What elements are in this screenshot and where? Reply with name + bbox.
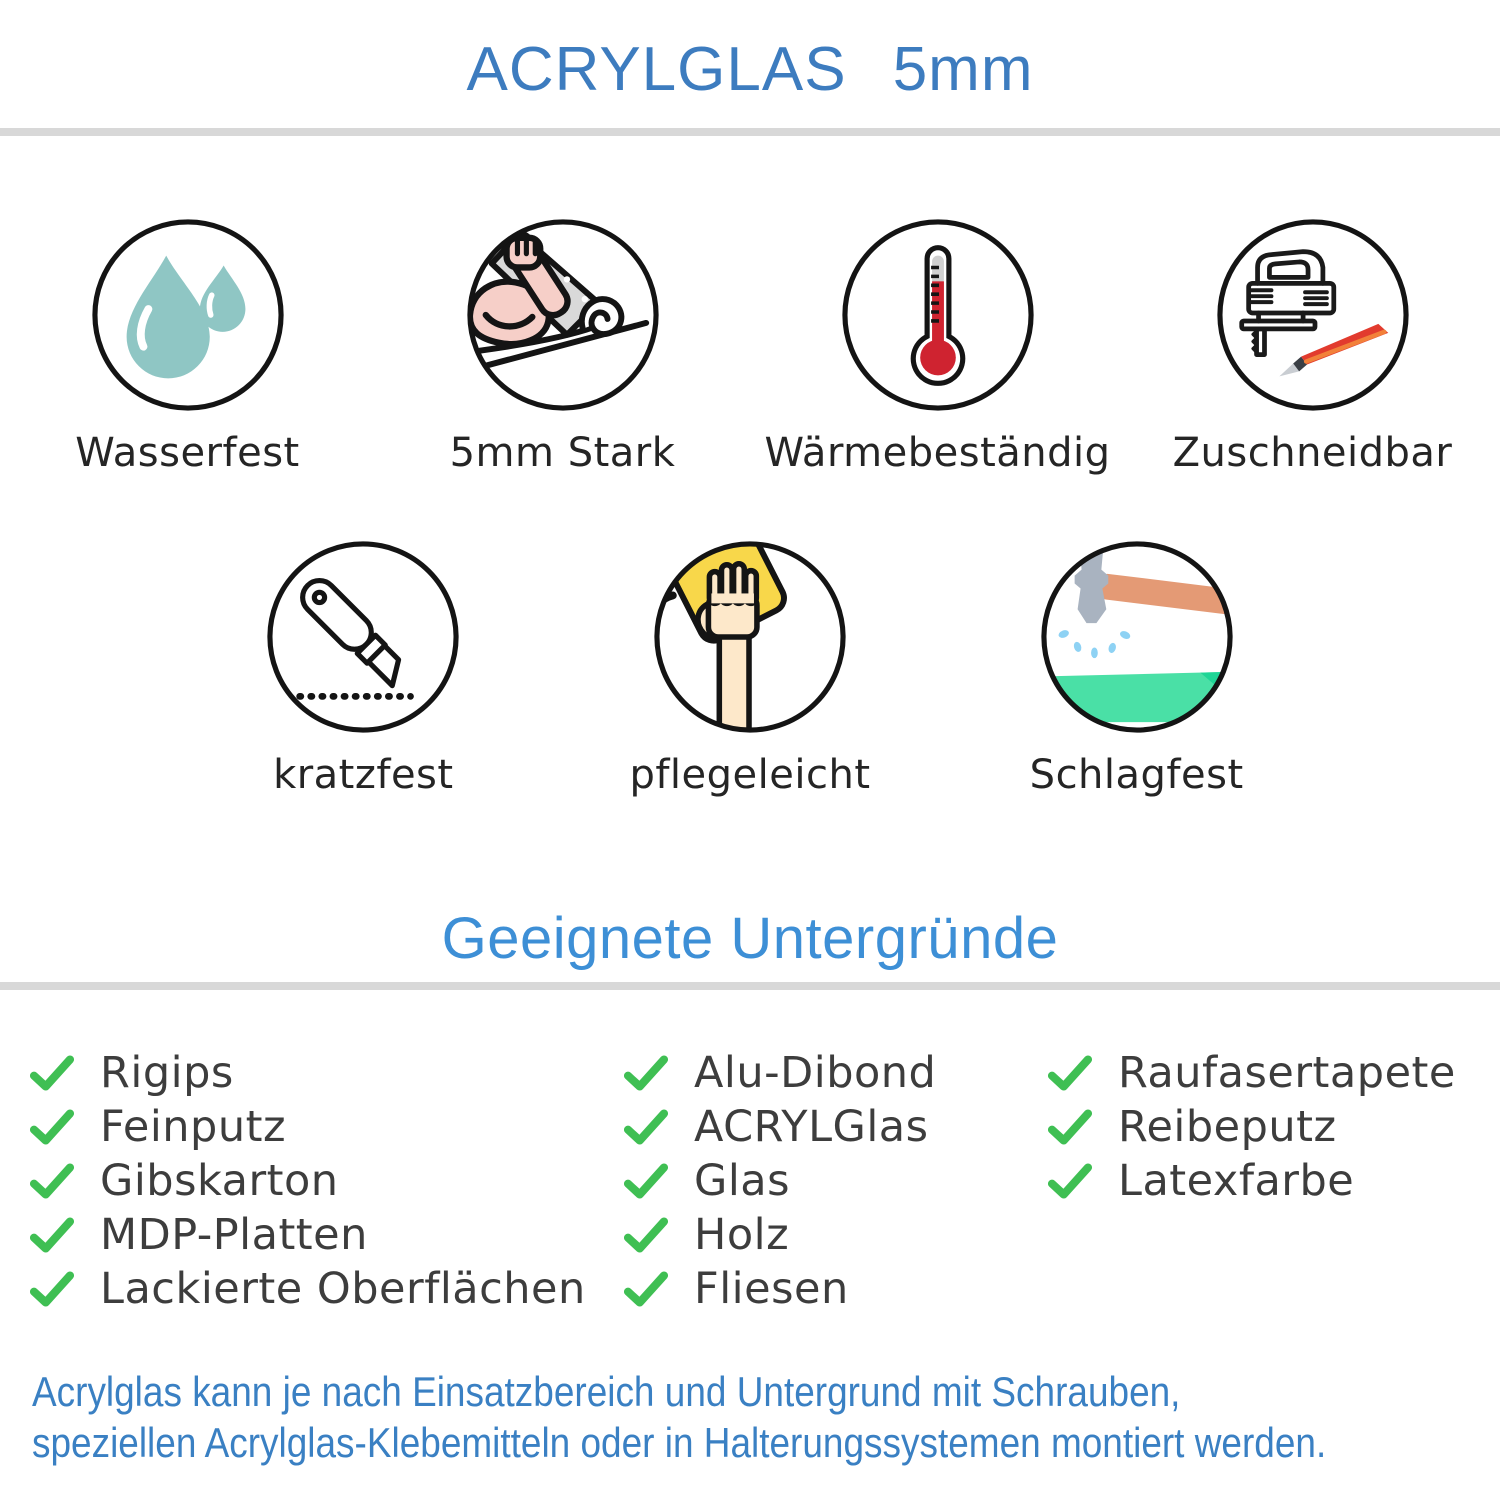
substrate-label: Latexfarbe: [1118, 1156, 1355, 1206]
page-title: ACRYLGLAS 5mm: [466, 35, 1034, 104]
feature-label: 5mm Stark: [449, 430, 676, 476]
feature-5mm-stark: [375, 216, 750, 476]
substrates-column-2: [624, 1046, 1048, 1316]
substrates-list: [0, 1046, 1500, 1316]
list-item: [30, 1208, 624, 1262]
flexed-arm-plate-roll-icon: [464, 216, 662, 414]
jigsaw-and-knife-icon: [1214, 216, 1412, 414]
substrate-label: MDP-Platten: [100, 1210, 368, 1260]
feature-waermebestaendig: [750, 216, 1125, 476]
check-icon: [624, 1271, 668, 1307]
substrate-label: Rigips: [100, 1048, 234, 1098]
feature-schlagfest: [943, 538, 1330, 798]
list-item: [30, 1046, 624, 1100]
substrate-label: Glas: [694, 1156, 791, 1206]
list-item: [1048, 1046, 1500, 1100]
hand-wiping-cloth-icon: [651, 538, 849, 736]
hammer-impact-icon: [1038, 538, 1236, 736]
feature-wasserfest: [0, 216, 375, 476]
check-icon: [624, 1163, 668, 1199]
list-item: [30, 1262, 624, 1316]
feature-label: Zuschneidbar: [1172, 430, 1453, 476]
footer-line-1: Acrylglas kann je nach Einsatzbereich und Untergrund mit Schrauben,: [32, 1368, 1181, 1415]
substrate-label: Feinputz: [100, 1102, 287, 1152]
thermometer-icon: [839, 216, 1037, 414]
features-row-1: [0, 216, 1500, 476]
list-item: [1048, 1100, 1500, 1154]
list-item: [624, 1100, 1048, 1154]
list-item: [624, 1208, 1048, 1262]
list-item: [624, 1154, 1048, 1208]
check-icon: [624, 1109, 668, 1145]
check-icon: [1048, 1055, 1092, 1091]
feature-pflegeleicht: [557, 538, 944, 798]
water-drops-icon: [89, 216, 287, 414]
feature-label: pflegeleicht: [629, 752, 871, 798]
check-icon: [1048, 1163, 1092, 1199]
hand-wiping-cloth-icon: [651, 538, 849, 736]
substrate-label: Fliesen: [694, 1264, 849, 1314]
utility-knife-icon: [264, 538, 462, 736]
check-icon: [624, 1055, 668, 1091]
check-icon: [30, 1163, 74, 1199]
check-icon: [624, 1217, 668, 1253]
check-icon: [1048, 1109, 1092, 1145]
substrate-label: Raufasertapete: [1118, 1048, 1456, 1098]
feature-label: Wärmebeständig: [764, 430, 1111, 476]
list-item: [1048, 1154, 1500, 1208]
water-drops-icon: [89, 216, 287, 414]
divider-top: [0, 128, 1500, 136]
substrate-label: ACRYLGlas: [694, 1102, 929, 1152]
footer-note: [0, 1366, 1500, 1468]
list-item: [30, 1154, 624, 1208]
substrate-label: Gibskarton: [100, 1156, 339, 1206]
divider-middle: [0, 982, 1500, 990]
feature-label: Wasserfest: [75, 430, 300, 476]
substrates-column-1: [30, 1046, 624, 1316]
substrate-label: Holz: [694, 1210, 790, 1260]
substrates-column-3: [1048, 1046, 1500, 1316]
list-item: [624, 1046, 1048, 1100]
thermometer-icon: [839, 216, 1037, 414]
features-row-2: [170, 538, 1330, 798]
flexed-arm-plate-roll-icon: [464, 216, 662, 414]
feature-label: kratzfest: [273, 752, 454, 798]
substrate-label: Lackierte Oberflächen: [100, 1264, 586, 1314]
feature-zuschneidbar: [1125, 216, 1500, 476]
list-item: [624, 1262, 1048, 1316]
substrate-label: Reibeputz: [1118, 1102, 1337, 1152]
list-item: [30, 1100, 624, 1154]
utility-knife-icon: [264, 538, 462, 736]
footer-line-2: speziellen Acrylglas-Klebemitteln oder in Halterungssystemen montiert werden.: [32, 1419, 1327, 1466]
feature-kratzfest: [170, 538, 557, 798]
feature-label: Schlagfest: [1029, 752, 1244, 798]
jigsaw-and-knife-icon: [1214, 216, 1412, 414]
substrate-label: Alu-Dibond: [694, 1048, 937, 1098]
check-icon: [30, 1109, 74, 1145]
check-icon: [30, 1055, 74, 1091]
hammer-impact-icon: [1038, 538, 1236, 736]
check-icon: [30, 1217, 74, 1253]
section-title: Geeignete Untergründe: [441, 906, 1059, 971]
check-icon: [30, 1271, 74, 1307]
